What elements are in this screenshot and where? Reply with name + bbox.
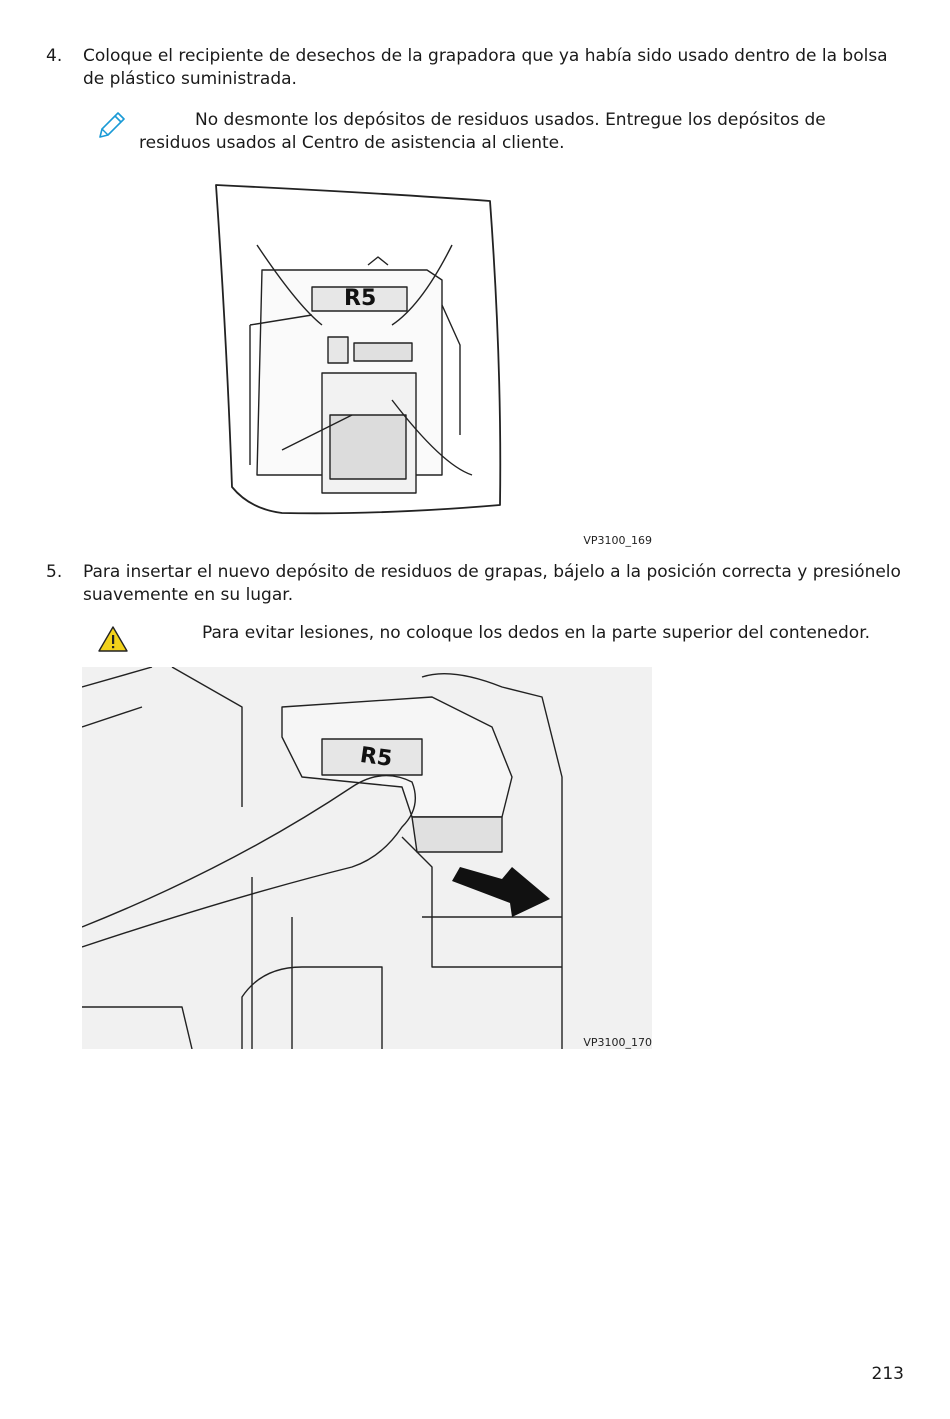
- figure-bagged-waste-container: [82, 165, 654, 547]
- step-number: 4.: [46, 46, 63, 66]
- warning-triangle-icon: [97, 625, 129, 653]
- step-text: Para insertar el nuevo depósito de residuos de grapas, bájelo a la posición correcta y presiónelo suavemente en su lugar.: [83, 562, 901, 605]
- step-number: 5.: [46, 562, 63, 582]
- figure-code: VP3100_169: [583, 534, 652, 547]
- page-number: 213: [871, 1364, 904, 1384]
- figure-label: R5: [358, 742, 394, 773]
- note-content: No desmonte los depósitos de residuos usados. Entregue los depósitos de residuos usados al Centro de asistencia al cliente.: [139, 110, 826, 153]
- down-arrow: [452, 867, 550, 917]
- warning-text: Para evitar lesiones, no coloque los dedos en la parte superior del contenedor.: [202, 623, 871, 643]
- note-text: [139, 109, 869, 155]
- insertion-illustration: [82, 667, 652, 1049]
- figure-label: R5: [344, 286, 377, 311]
- bag-illustration: [82, 165, 654, 547]
- pencil-icon: [97, 110, 127, 140]
- figure-insert-waste-container: [82, 667, 652, 1049]
- step-text: Coloque el recipiente de desechos de la grapadora que ya había sido usado dentro de la bolsa de plástico suministrada.: [83, 46, 888, 89]
- figure-code: VP3100_170: [583, 1036, 652, 1049]
